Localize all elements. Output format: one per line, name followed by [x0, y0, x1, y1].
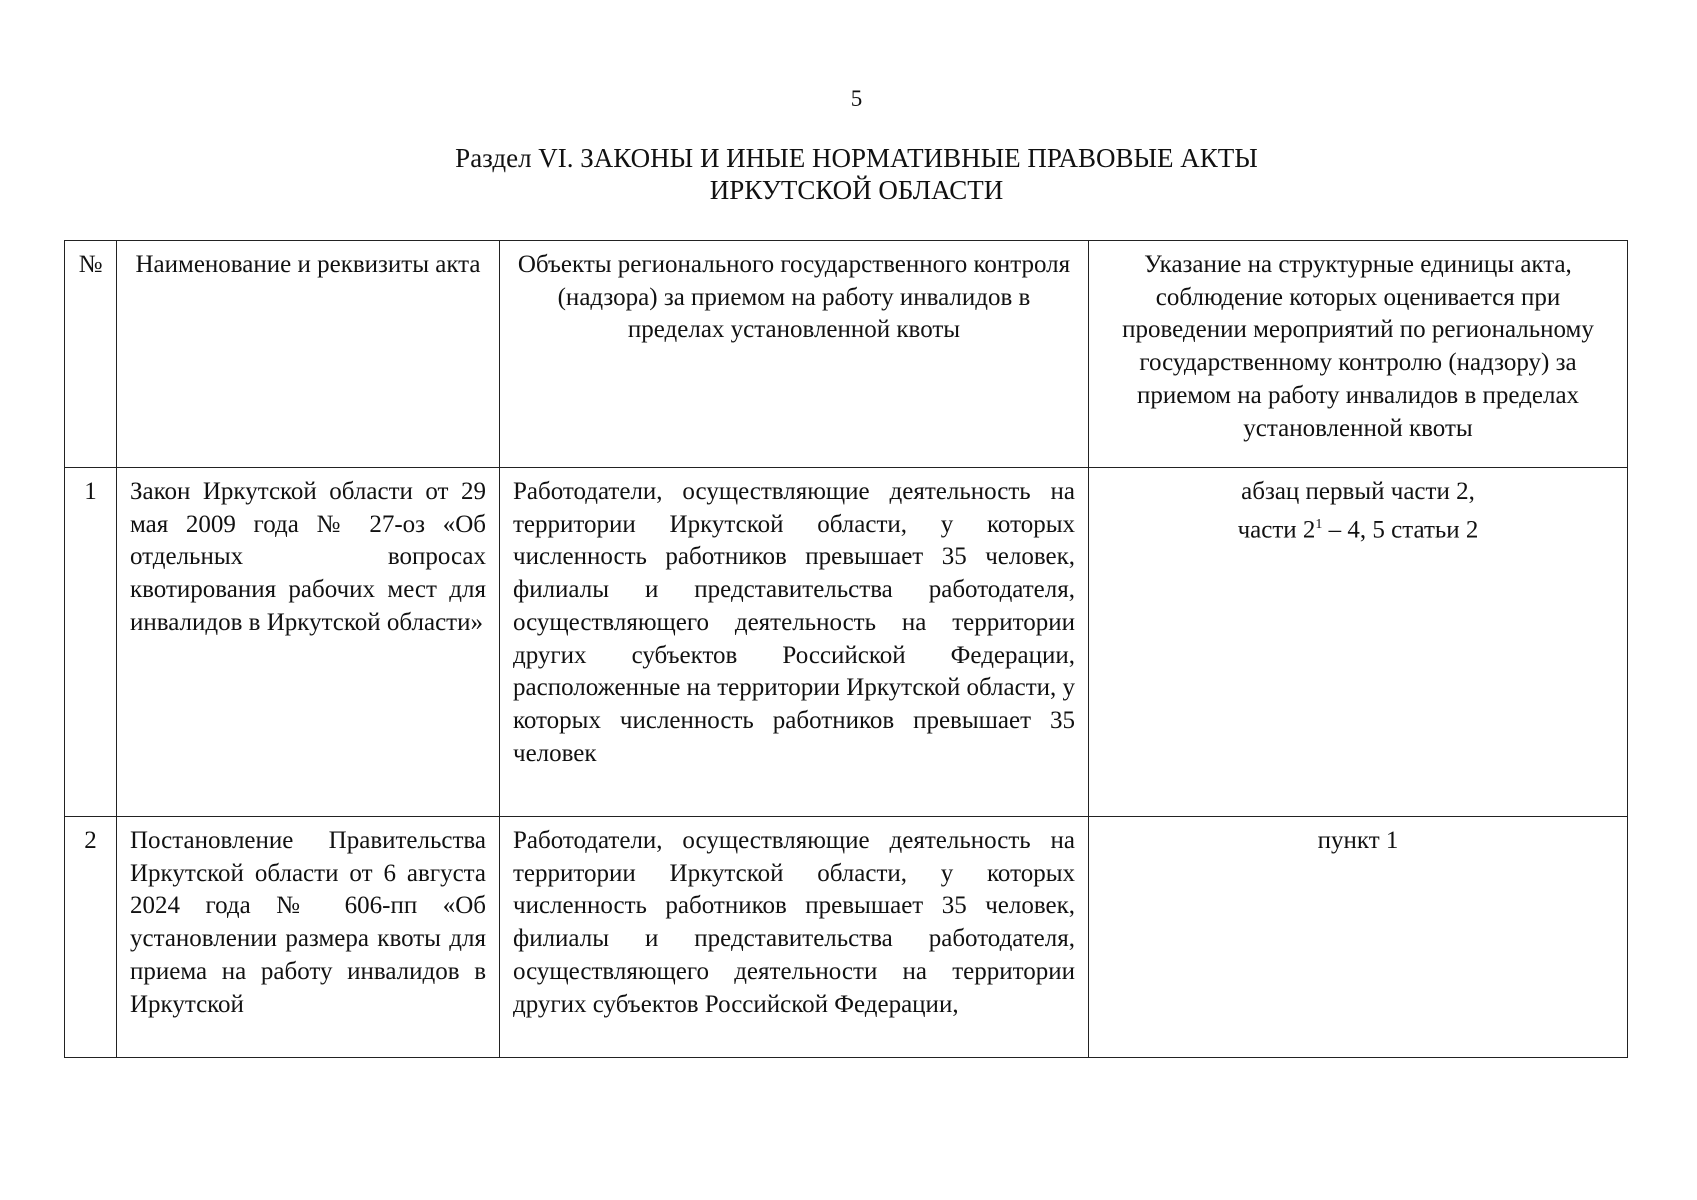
header-units: Указание на структурные единицы акта, соблюдение которых оценивается при проведении мероприятий по региональному государственному контролю (надзору) за приемом на работу инвалидов в пределах установленной квоты: [1089, 241, 1628, 468]
section-title-line-1: Раздел VI. ЗАКОНЫ И ИНЫЕ НОРМАТИВНЫЕ ПРАВОВЫЕ АКТЫ: [455, 143, 1258, 173]
row-num: 2: [65, 817, 117, 1058]
table-header-row: [65, 241, 1628, 468]
header-name: Наименование и реквизиты акта: [117, 241, 500, 468]
acts-table: [64, 240, 1628, 1058]
section-title-line-2: ИРКУТСКОЙ ОБЛАСТИ: [709, 175, 1004, 205]
header-objects: Объекты регионального государственного контроля (надзора) за приемом на работу инвалидов в пределах установленной квоты: [500, 241, 1089, 468]
units-line-2: [1102, 509, 1614, 547]
header-num: №: [65, 241, 117, 468]
units-line-2-pre: части 2: [1237, 516, 1316, 544]
table-row: [65, 468, 1628, 817]
table-row: [65, 817, 1628, 1058]
control-objects: Работодатели, осуществляющие деятельность на территории Иркутской области, у которых численность работников превышает 35 человек, филиалы и представительства работодателя, осуществляющего деятельность на территории других субъектов Российской Федерации, расположенные на территории Иркутской области, у которых численность работников превышает 35 человек: [500, 468, 1089, 817]
section-title: [0, 142, 1697, 206]
structural-units: пункт 1: [1089, 817, 1628, 1058]
units-line-2-sup: 1: [1315, 516, 1323, 532]
row-num: 1: [65, 468, 117, 817]
units-line-1: абзац первый части 2,: [1241, 478, 1475, 505]
structural-units: [1089, 468, 1628, 817]
control-objects: Работодатели, осуществляющие деятельность на территории Иркутской области, у которых численность работников превышает 35 человек, филиалы и представительства работодателя, осуществляющего деятельности на территории других субъектов Российской Федерации,: [500, 817, 1089, 1058]
act-name: Закон Иркутской области от 29 мая 2009 года № 27-оз «Об отдельных вопросах квотирования рабочих мест для инвалидов в Иркутской области»: [117, 468, 500, 817]
page-number: 5: [850, 86, 863, 111]
units-line-2-post: – 4, 5 статьи 2: [1322, 516, 1479, 544]
act-name: Постановление Правительства Иркутской области от 6 августа 2024 года № 606-пп «Об установлении размера квоты для приема на работу инвалидов в Иркутской: [117, 817, 500, 1058]
